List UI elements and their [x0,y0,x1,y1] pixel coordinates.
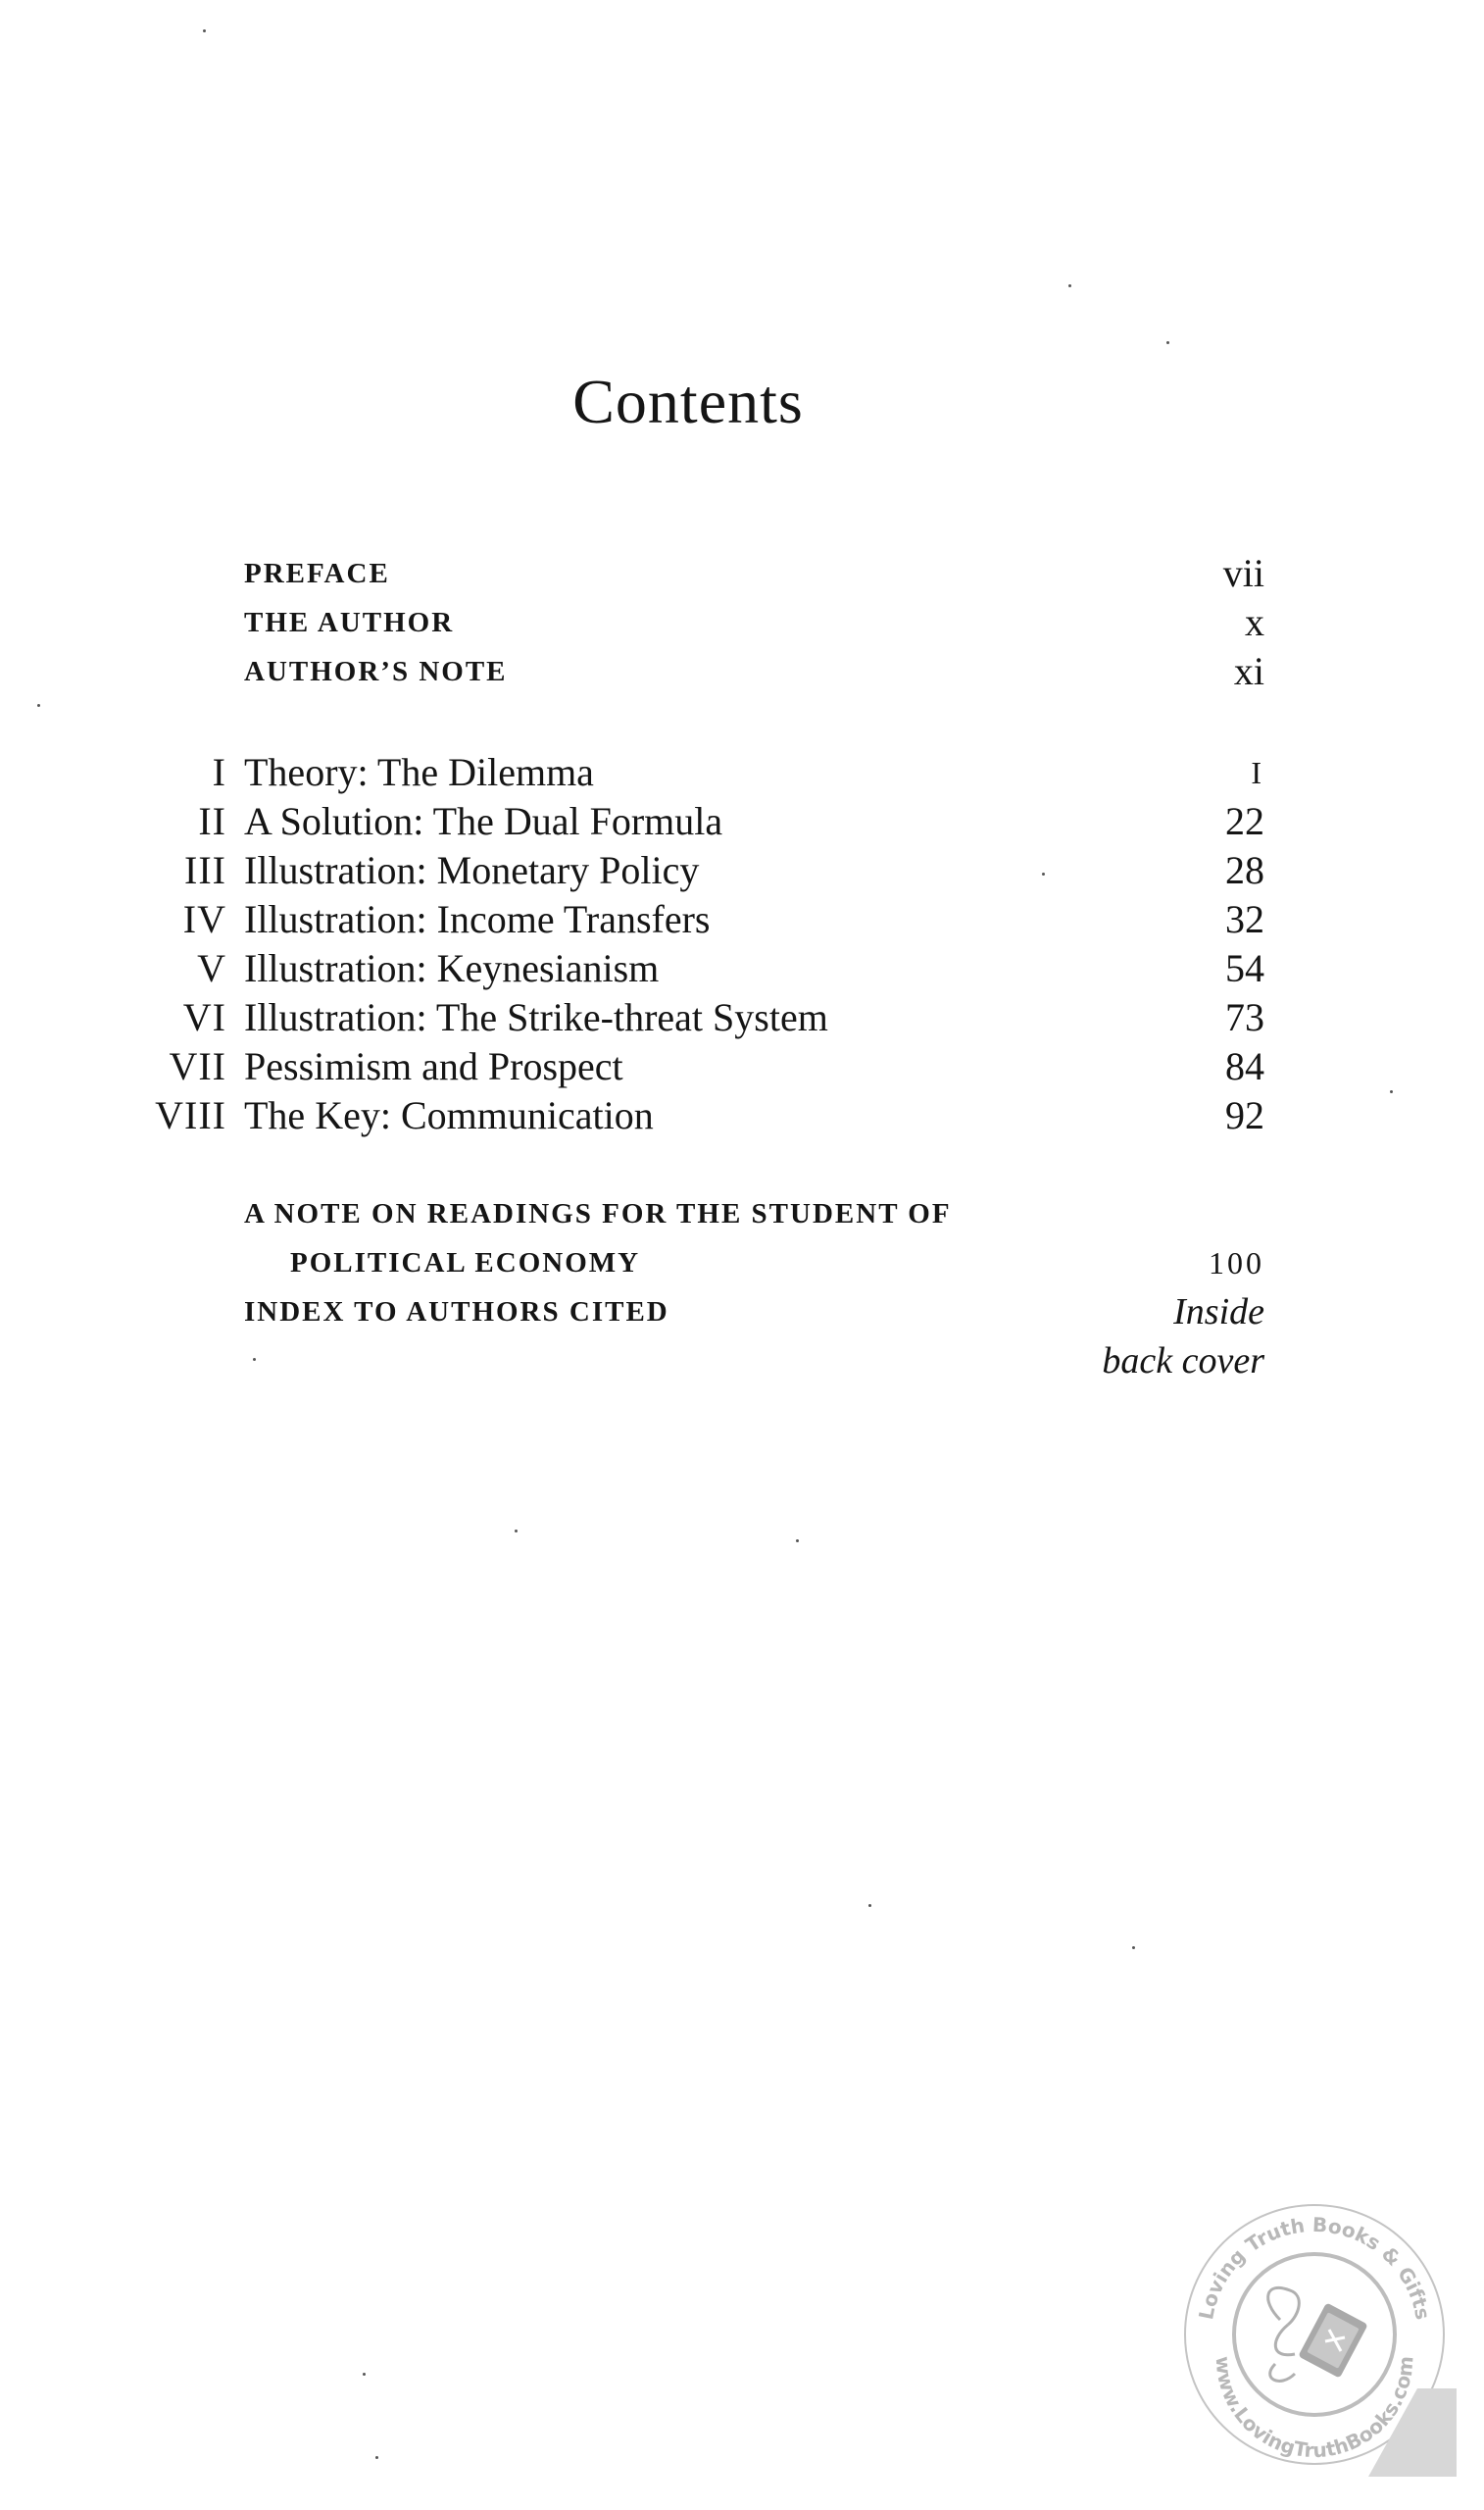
scan-speck [515,1530,518,1532]
scan-speck [1042,873,1045,876]
book-icon [1298,2302,1367,2378]
toc-entry-label: PREFACE [244,558,390,589]
chapter-page: 84 [1225,1044,1264,1088]
toc-entry-page-line1: Inside [1173,1291,1264,1332]
toc-entry-page-line2: back cover [1102,1340,1264,1381]
scan-speck [868,1904,871,1907]
toc-entry-the-author [0,598,1484,647]
chapter-numeral: IV [182,897,226,941]
toc-entry-label: AUTHOR’S NOTE [244,656,508,687]
svg-text:www.LovingTruthBooks.com: www.LovingTruthBooks.com [1211,2355,1418,2463]
toc-entry-page: 100 [1209,1245,1264,1280]
chapter-numeral: III [184,848,226,892]
scan-speck [363,2373,366,2376]
toc-entry-readings-note-cont [0,1238,1484,1287]
chapter-title: Illustration: Keynesianism [244,946,660,990]
page-title: Contents [572,367,804,436]
chapter-page: 54 [1225,946,1264,990]
toc-entry-index [0,1287,1484,1336]
scan-speck [253,1358,256,1361]
chapter-title: Theory: The Dilemma [244,750,594,794]
chapter-title: Illustration: Income Transfers [244,897,711,941]
scan-speck [1166,341,1169,344]
toc-entry-label-line2: POLITICAL ECONOMY [290,1247,641,1279]
toc-entry-label: INDEX TO AUTHORS CITED [244,1296,669,1328]
chapter-title: A Solution: The Dual Formula [244,799,723,843]
watermark-stamp [1172,2192,1457,2477]
ribbon-icon [1268,2287,1300,2381]
chapter-page: 28 [1225,848,1264,892]
chapter-numeral: II [198,799,226,843]
toc-entry-page: vii [1222,551,1264,595]
toc-entry-readings-note [0,1189,1484,1238]
chapter-numeral: VI [182,995,226,1039]
chapter-page: 22 [1225,799,1264,843]
toc-entry-page: xi [1233,649,1264,693]
chapter-page: 92 [1225,1093,1264,1137]
chapter-page: 73 [1225,995,1264,1039]
toc-entry-authors-note [0,647,1484,696]
toc-chapter-1 [0,748,1484,797]
chapter-title: Pessimism and Prospect [244,1044,623,1088]
chapter-numeral: VIII [155,1093,226,1137]
toc-entry-label: THE AUTHOR [244,607,455,638]
chapter-numeral: V [197,946,226,990]
chapter-numeral: VII [169,1044,226,1088]
toc-chapter-6 [0,993,1484,1042]
chapter-page: I [1251,755,1264,790]
toc-chapter-4 [0,895,1484,944]
toc-chapter-5 [0,944,1484,993]
toc-chapter-7 [0,1042,1484,1091]
scan-speck [37,704,40,707]
toc-entry-preface [0,549,1484,598]
chapter-title: Illustration: Monetary Policy [244,848,700,892]
scan-speck [375,2456,378,2459]
svg-text:Loving Truth Books & Gifts: Loving Truth Books & Gifts [1194,2212,1435,2322]
chapter-title: Illustration: The Strike-threat System [244,995,828,1039]
chapter-page: 32 [1225,897,1264,941]
toc-chapter-8 [0,1091,1484,1140]
scan-speck [203,29,206,32]
toc-entry-label-line1: A NOTE ON READINGS FOR THE STUDENT OF [244,1198,952,1230]
toc-chapter-3 [0,846,1484,895]
scan-speck [1132,1946,1135,1949]
scan-speck [1390,1090,1393,1093]
toc-chapter-2 [0,797,1484,846]
scan-speck [1068,284,1071,287]
scan-speck [796,1539,799,1542]
chapter-numeral: I [212,750,226,794]
toc-entry-index-cont [0,1336,1484,1385]
toc-entry-page: x [1245,600,1264,644]
chapter-title: The Key: Communication [244,1093,654,1137]
